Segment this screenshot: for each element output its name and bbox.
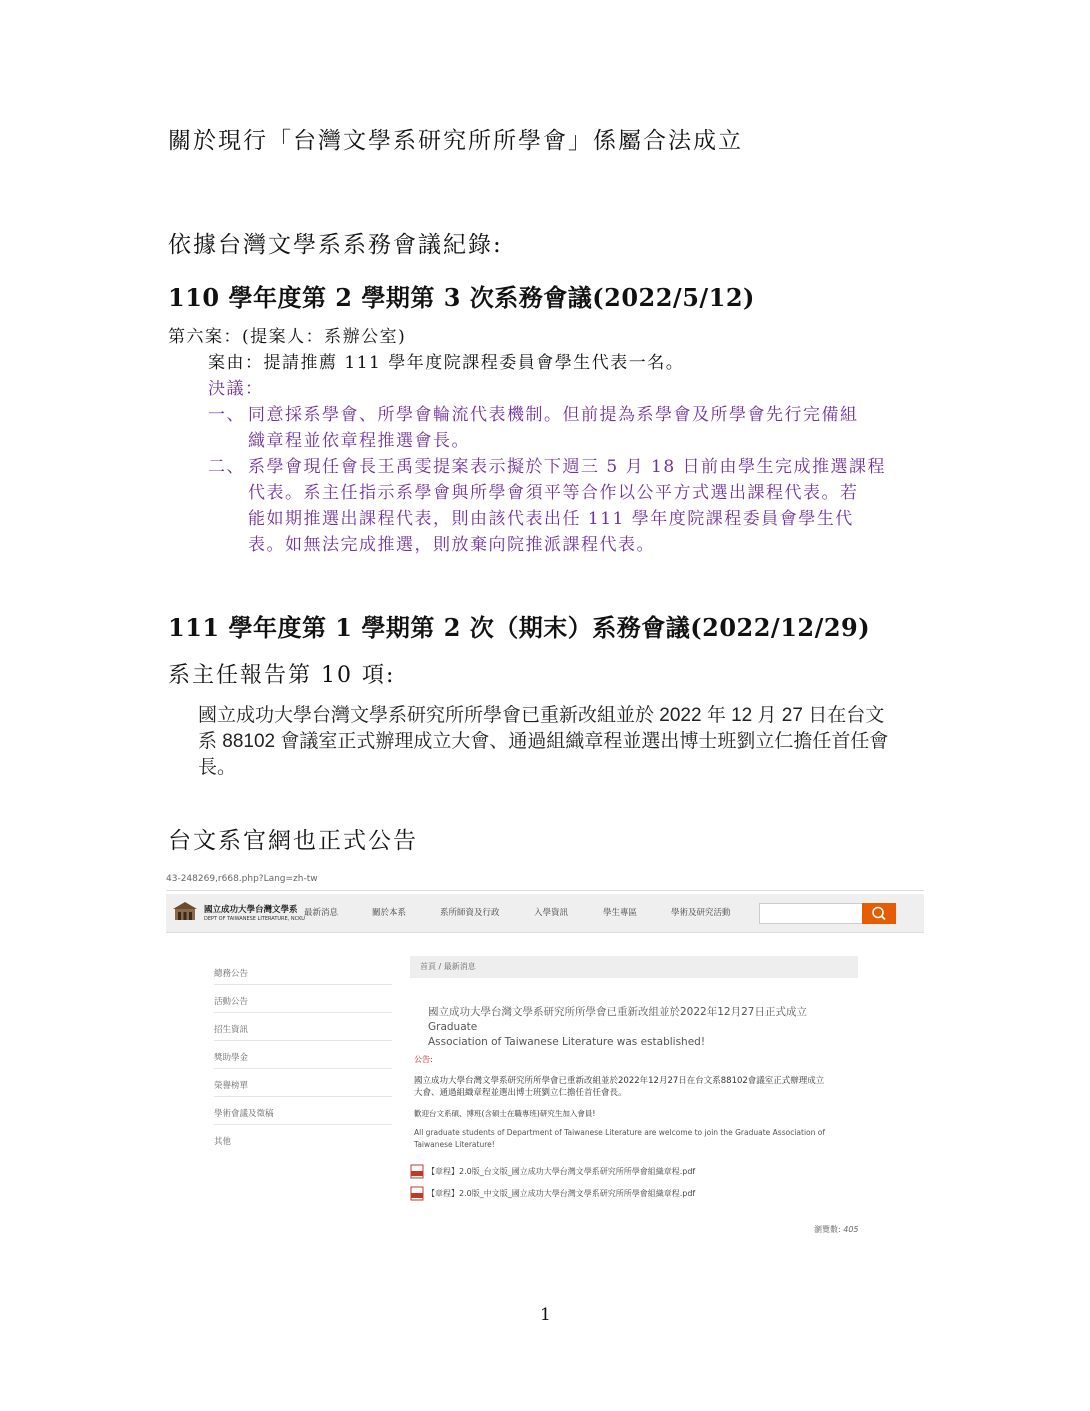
- report-heading: 系主任報告第 10 項:: [168, 663, 396, 688]
- sidebar-item[interactable]: 學術會議及徵稿: [214, 1104, 392, 1125]
- website-screenshot: [166, 868, 924, 1248]
- resolution-item-1-marker: 一、: [208, 405, 245, 425]
- search-button[interactable]: [862, 903, 896, 924]
- search-icon: [862, 903, 896, 924]
- report-line: 系 88102 會議室正式辦理成立大會、通過組織章程並選出博士班劉立仁擔任首任會: [198, 731, 889, 752]
- report-line: 國立成功大學台灣文學系研究所所學會已重新改組並於 2022 年 12 月 27 日在台文: [198, 705, 885, 726]
- url-bar[interactable]: 43-248269,r668.php?Lang=zh-tw: [166, 868, 924, 891]
- announcement-title: [428, 1005, 848, 1050]
- sidebar-item[interactable]: 獎助學金: [214, 1048, 392, 1069]
- logo-text[interactable]: 國立成功大學台灣文學系: [204, 905, 298, 915]
- pdf-link[interactable]: [410, 1164, 695, 1180]
- pdf-link-label[interactable]: 【章程】2.0版_中文版_國立成功大學台灣文學系研究所所學會組織章程.pdf: [427, 1189, 696, 1198]
- breadcrumb-text[interactable]: 首頁 / 最新消息: [420, 962, 476, 971]
- view-count-value: 405: [843, 1225, 859, 1234]
- welcome-en: [414, 1127, 854, 1151]
- search-input[interactable]: [759, 903, 863, 924]
- view-count: [814, 1224, 859, 1235]
- report-body: [198, 703, 928, 781]
- view-count-label: 瀏覽數:: [814, 1225, 841, 1234]
- resolution-item-2-line: 表。如無法完成推選，則放棄向院推派課程代表。: [248, 535, 655, 555]
- basis-heading: 依據台灣文學系系務會議紀錄:: [168, 232, 503, 258]
- announcement-body-line: 國立成功大學台灣文學系研究所所學會已重新改組並於2022年12月27日在台文系88102會議室正式辦理成立: [414, 1076, 825, 1086]
- pdf-icon: [410, 1186, 424, 1201]
- resolution-item-2-line: 系學會現任會長王禹雯提案表示擬於下週三 5 月 18 日前由學生完成推選課程: [248, 457, 887, 477]
- breadcrumb: [410, 956, 858, 978]
- resolution-item-2-marker: 二、: [208, 457, 245, 477]
- meeting1-case: 第六案：(提案人：系辦公室): [168, 327, 407, 347]
- site-navbar: [166, 894, 924, 933]
- report-line: 長。: [198, 757, 237, 778]
- sidebar-item[interactable]: 總務公告: [214, 964, 392, 985]
- welcome-en-line: All graduate students of Department of Taiwanese Literature are welcome to join the Graduate Association of: [414, 1128, 825, 1137]
- pdf-icon: [410, 1164, 424, 1179]
- document-title: 關於現行「台灣文學系研究所所學會」係屬合法成立: [168, 128, 743, 154]
- pdf-link-label[interactable]: 【章程】2.0版_台文版_國立成功大學台灣文學系研究所所學會組織章程.pdf: [427, 1167, 696, 1176]
- welcome-text: 歡迎台文系碩、博班(含碩士在職專班)研究生加入會員!: [414, 1109, 596, 1118]
- website-heading: 台文系官網也正式公告: [168, 828, 418, 854]
- resolution-item-2-line: 能如期推選出課程代表，則由該代表出任 111 學年度院課程委員會學生代: [248, 509, 854, 529]
- nav-about[interactable]: 關於本系: [372, 908, 407, 918]
- pdf-link[interactable]: [410, 1186, 695, 1202]
- meeting2-heading: 111 學年度第 1 學期第 2 次（期末）系務會議(2022/12/29): [168, 613, 871, 642]
- logo-subtitle: DEPT OF TAIWANESE LITERATURE, NCKU: [204, 916, 305, 922]
- sidebar-item[interactable]: 其他: [214, 1137, 232, 1147]
- nav-faculty[interactable]: 系所師資及行政: [440, 908, 500, 918]
- resolution-item-2-line: 代表。系主任指示系學會與所學會須平等合作以公平方式選出課程代表。若: [248, 483, 859, 503]
- sidebar-item[interactable]: 招生資訊: [214, 1020, 392, 1041]
- nav-admission[interactable]: 入學資訊: [534, 908, 569, 918]
- announcement-body-line: 大會、通過組織章程並選出博士班劉立仁擔任首任會長。: [414, 1088, 627, 1098]
- sidebar-item[interactable]: 榮譽榜單: [214, 1076, 392, 1097]
- page-number: 1: [540, 1305, 551, 1325]
- announcement-title-line: Association of Taiwanese Literature was established!: [428, 1036, 706, 1048]
- nav-research[interactable]: 學術及研究活動: [671, 908, 731, 918]
- announcement-body: [414, 1075, 854, 1099]
- resolution-label: 決議：: [208, 379, 264, 399]
- resolution-item-1-line: 同意採系學會、所學會輪流代表機制。但前提為系學會及所學會先行完備組: [248, 405, 859, 425]
- meeting1-reason: 案由：提請推薦 111 學年度院課程委員會學生代表一名。: [208, 353, 685, 373]
- welcome-en-line: Taiwanese Literature!: [414, 1140, 495, 1149]
- nav-students[interactable]: 學生專區: [603, 908, 638, 918]
- resolution-item-1-line: 織章程並依章程推選會長。: [248, 431, 470, 451]
- announcement-title-line: 國立成功大學台灣文學系研究所所學會已重新改組並於2022年12月27日正式成立Graduate: [428, 1006, 807, 1033]
- announcement-label: 公告:: [414, 1055, 433, 1064]
- sidebar-item[interactable]: 活動公告: [214, 992, 392, 1013]
- department-logo-icon[interactable]: [172, 900, 198, 922]
- nav-latest-news[interactable]: 最新消息: [304, 908, 339, 918]
- meeting1-heading: 110 學年度第 2 學期第 3 次系務會議(2022/5/12): [168, 283, 755, 312]
